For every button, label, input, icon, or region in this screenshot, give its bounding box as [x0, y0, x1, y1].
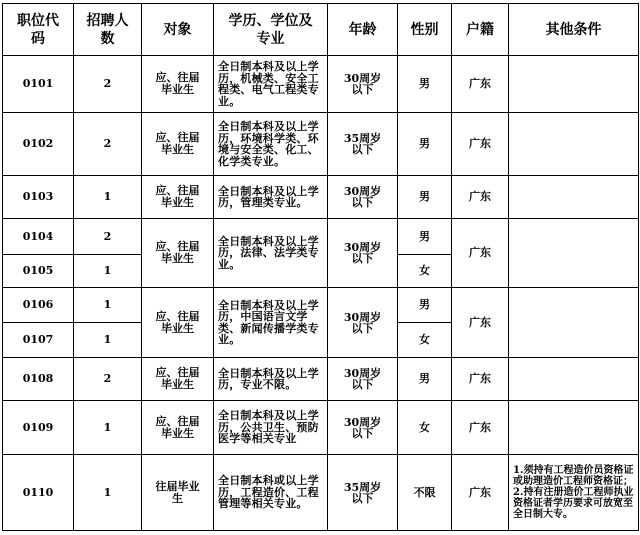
header-code: 职位代 码: [3, 4, 74, 56]
target-cell: 应、往届 毕业生: [142, 288, 214, 358]
gender-cell: 女: [398, 255, 452, 288]
gender-cell: 男: [398, 219, 452, 255]
education-cell: 全日制本科及以上学历，管理类专业。: [214, 176, 328, 219]
age-cell: 30周岁 以下: [328, 219, 398, 288]
code-cell: 0103: [3, 176, 74, 219]
code-cell: 0104: [3, 219, 74, 255]
gender-cell: 女: [398, 323, 452, 358]
age-cell: 30周岁 以下: [328, 288, 398, 358]
target-cell: 应、往届 毕业生: [142, 358, 214, 401]
code-cell: 0102: [3, 113, 74, 176]
table-row: [3, 455, 639, 531]
code-cell: 0106: [3, 288, 74, 323]
header-row: [3, 4, 639, 56]
gender-cell: 男: [398, 176, 452, 219]
code-cell: 0110: [3, 455, 74, 531]
hukou-cell: 广东: [452, 288, 509, 358]
header-education: 学历、学位及 专业: [214, 4, 328, 56]
hukou-cell: 广东: [452, 358, 509, 401]
age-cell: 35周岁 以下: [328, 113, 398, 176]
education-cell: 全日制本科及以上学历，中国语言文学类、新闻传播学类专业。: [214, 288, 328, 358]
age-cell: 30周岁 以下: [328, 176, 398, 219]
table-row: [3, 113, 639, 176]
positions-table: [2, 3, 639, 531]
count-cell: 2: [74, 113, 142, 176]
hukou-cell: 广东: [452, 56, 509, 113]
table-row: [3, 401, 639, 455]
education-cell: 全日制本科及以上学历，专业不限。: [214, 358, 328, 401]
other-cell: 1.须持有工程造价员资格证或助理造价工程师资格证；2.持有注册造价工程师执业资格证者学历要求可放宽至全日制大专。: [509, 455, 639, 531]
count-cell: 1: [74, 176, 142, 219]
table-row: [3, 288, 639, 323]
target-cell: 应、往届 毕业生: [142, 113, 214, 176]
age-cell: 30周岁 以下: [328, 358, 398, 401]
other-cell: [509, 113, 639, 176]
gender-cell: 女: [398, 401, 452, 455]
hukou-cell: 广东: [452, 401, 509, 455]
gender-cell: 男: [398, 288, 452, 323]
count-cell: 2: [74, 56, 142, 113]
count-cell: 1: [74, 455, 142, 531]
table-row: [3, 358, 639, 401]
header-count: 招聘人 数: [74, 4, 142, 56]
code-cell: 0107: [3, 323, 74, 358]
header-target: 对象: [142, 4, 214, 56]
other-cell: [509, 56, 639, 113]
education-cell: 全日制本科及以上学历，机械类、安全工程类、电气工程类专业。: [214, 56, 328, 113]
count-cell: 1: [74, 255, 142, 288]
count-cell: 2: [74, 358, 142, 401]
education-cell: 全日制本科及以上学历，法律、法学类专业。: [214, 219, 328, 288]
target-cell: 应、往届 毕业生: [142, 219, 214, 288]
other-cell: [509, 288, 639, 358]
target-cell: 往届毕业 生: [142, 455, 214, 531]
header-hukou: 户籍: [452, 4, 509, 56]
count-cell: 2: [74, 219, 142, 255]
count-cell: 1: [74, 323, 142, 358]
count-cell: 1: [74, 401, 142, 455]
hukou-cell: 广东: [452, 219, 509, 288]
header-age: 年龄: [328, 4, 398, 56]
target-cell: 应、往届 毕业生: [142, 176, 214, 219]
age-cell: 30周岁 以下: [328, 56, 398, 113]
gender-cell: 不限: [398, 455, 452, 531]
hukou-cell: 广东: [452, 113, 509, 176]
code-cell: 0109: [3, 401, 74, 455]
age-cell: 30周岁 以下: [328, 401, 398, 455]
education-cell: 全日制本科或以上学历，工程造价、工程管理等相关专业。: [214, 455, 328, 531]
code-cell: 0105: [3, 255, 74, 288]
table-row: [3, 176, 639, 219]
table-row: [3, 219, 639, 255]
age-cell: 35周岁 以下: [328, 455, 398, 531]
count-cell: 1: [74, 288, 142, 323]
table-row: [3, 56, 639, 113]
other-cell: [509, 401, 639, 455]
other-cell: [509, 219, 639, 288]
code-cell: 0101: [3, 56, 74, 113]
code-cell: 0108: [3, 358, 74, 401]
header-gender: 性别: [398, 4, 452, 56]
gender-cell: 男: [398, 358, 452, 401]
target-cell: 应、往届 毕业生: [142, 56, 214, 113]
hukou-cell: 广东: [452, 455, 509, 531]
gender-cell: 男: [398, 113, 452, 176]
gender-cell: 男: [398, 56, 452, 113]
education-cell: 全日制本科及以上学历，公共卫生、预防医学等相关专业: [214, 401, 328, 455]
header-other: 其他条件: [509, 4, 639, 56]
education-cell: 全日制本科及以上学历，环境科学类、环境与安全类、化工、化学类专业。: [214, 113, 328, 176]
target-cell: 应、往届 毕业生: [142, 401, 214, 455]
hukou-cell: 广东: [452, 176, 509, 219]
other-cell: [509, 358, 639, 401]
other-cell: [509, 176, 639, 219]
